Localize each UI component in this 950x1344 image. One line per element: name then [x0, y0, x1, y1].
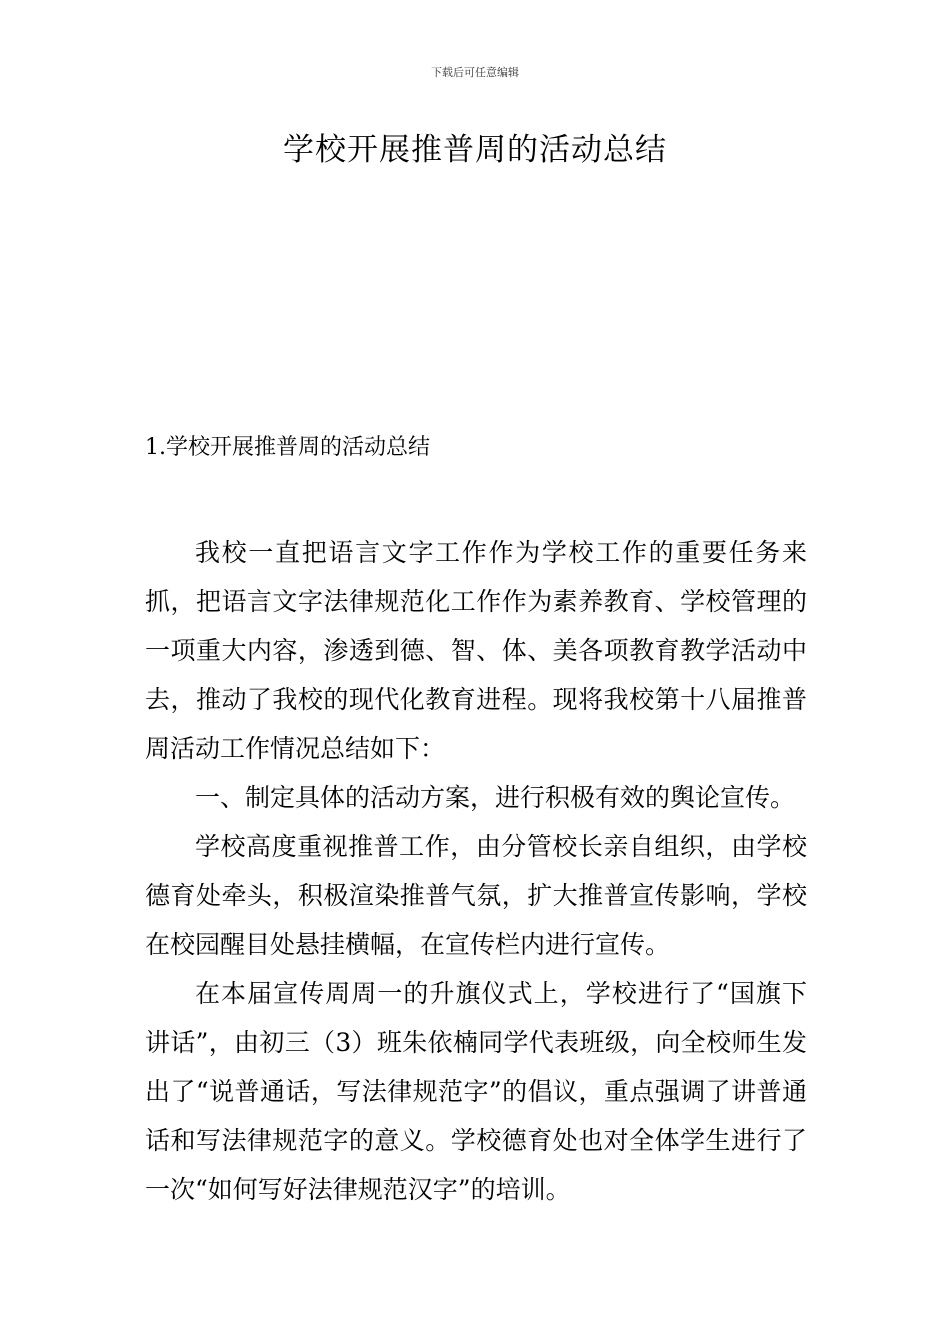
section-heading: 1.学校开展推普周的活动总结 — [145, 435, 430, 460]
paragraph-flag-speech: 在本届宣传周周一的升旗仪式上，学校进行了“国旗下讲话”，由初三（3）班朱依楠同学代表班级，向全校师生发出了“说普通话，写法律规范字”的倡议，重点强调了讲普通话和写法律规范字的意义。学校德育处也对全体学生进行了一次“如何写好法律规范汉字”的培训。 — [145, 979, 807, 1204]
body-text — [145, 528, 807, 1214]
paragraph-publicity: 学校高度重视推普工作，由分管校长亲自组织，由学校德育处牵头，积极渲染推普气氛，扩大推普宣传影响，学校在校园醒目处悬挂横幅，在宣传栏内进行宣传。 — [145, 832, 807, 959]
paragraph-intro: 我校一直把语言文字工作作为学校工作的重要任务来抓，把语言文字法律规范化工作作为素养教育、学校管理的一项重大内容，渗透到德、智、体、美各项教育教学活动中去，推动了我校的现代化教育进程。现将我校第十八届推普周活动工作情况总结如下： — [145, 538, 807, 763]
document-title: 学校开展推普周的活动总结 — [283, 132, 667, 168]
paragraph-point-one: 一、制定具体的活动方案，进行积极有效的舆论宣传。 — [195, 783, 796, 812]
header-note: 下载后可任意编辑 — [431, 66, 519, 79]
